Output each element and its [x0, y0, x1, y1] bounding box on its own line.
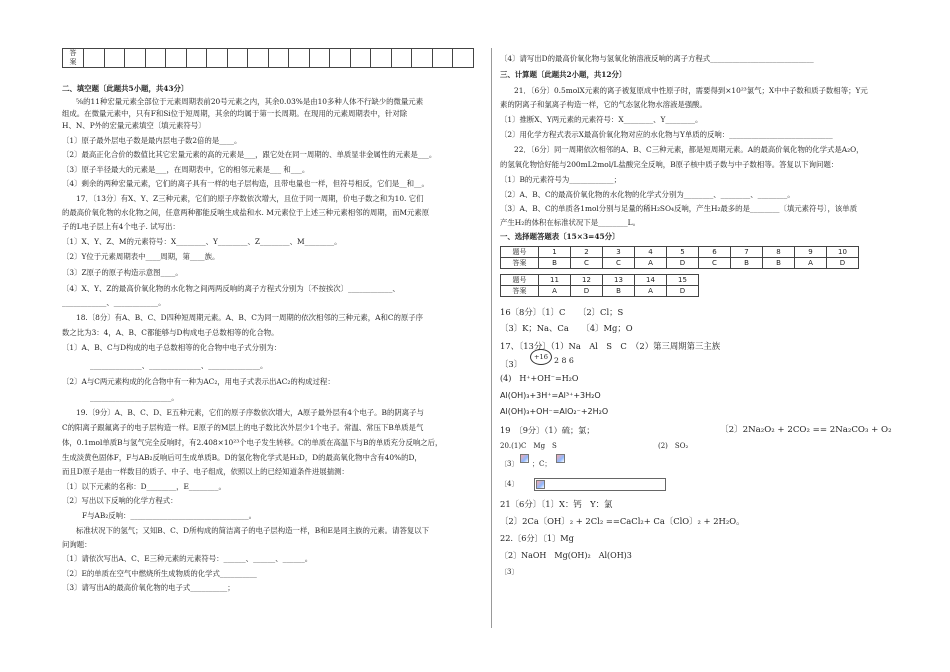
question-16-text: ⅝的11种宏量元素全部位于元素周期表前20号元素之内，其余0.03%是由10多种人体不行缺少的微量元素	[76, 97, 424, 106]
section-heading-calc: 三、计算题〔此题共2小题，共12分〕	[500, 70, 627, 79]
key-cell: D	[667, 286, 699, 297]
answer-20-4-label: 〔4〕	[500, 480, 519, 488]
answer-cell[interactable]	[145, 49, 166, 68]
question-17-text: 17．〔13分〕有X、Y、Z三种元素，它们的原子序数依次增大，且位于同一周期，价电子数之和为10. 它们	[76, 194, 424, 203]
answer-cell[interactable]	[207, 49, 228, 68]
key-cell: 13	[603, 275, 635, 286]
answer-17-eq1: Al(OH)₃+3H⁺=Al³⁺+3H₂O	[500, 391, 601, 400]
answer-16b: 〔3〕K；Na、Ca 〔4〕Mg；O	[500, 323, 633, 333]
answer-17-4: (4) H⁺+OH⁻=H₂O	[500, 374, 579, 383]
question-21-part: 〔1〕推断X、Y两元素的元素符号：X________、Y________。	[500, 115, 703, 124]
answer-19-1: 19 〔9分〕（1）硫；氯；	[500, 425, 595, 435]
question-19-part: 〔2〕写出以下反响的化学方程式：	[62, 496, 178, 505]
question-18-blanks: ______________、______________、______________。	[90, 361, 268, 370]
question-19-text: 生成淡黄色固体F，F与AB₂反响后可生成单质B。D的氢化物化学式是H₂D，D的最高氧化物中含有40%的D，	[62, 453, 422, 462]
question-17-part: 〔1〕X、Y、Z、M的元素符号：X________、Y________、Z________、M________。	[62, 237, 342, 246]
section-heading-fill-blank: 二、填空题〔此题共5小题，共43分〕	[62, 84, 189, 93]
key-cell: 题号	[501, 247, 539, 258]
key-cell: A	[635, 258, 667, 269]
question-18-text: 18.〔8分〕有A、B、C、D四种短周期元素。A、B、C为同一周期的依次相邻的三种元素，A和C的原子序	[76, 313, 424, 322]
answer-20-3-text: ；C；	[532, 460, 552, 468]
question-19-text: C的阳离子跟氟离子的电子层构造一样。E原子的M层上的电子数比次外层少1个电子。常温、常压下B单质是气	[62, 423, 424, 432]
key-cell: 答案	[501, 258, 539, 269]
question-18-part: 〔1〕A、B、C与D构成的电子总数相等的化合物中电子式分别为：	[62, 343, 282, 352]
question-17-blanks: ____________、____________。	[62, 298, 166, 307]
key-cell: A	[635, 286, 667, 297]
answer-21-1: 21〔6分〕〔1〕X：钙 Y：氯	[500, 499, 613, 509]
answer-grid-label: 答 案	[63, 49, 84, 68]
question-20-text: 标准状况下的氢气；又知B、C、D所构成的简洁离子的电子层构造一样，B和E是同主族的元素。请答复以下	[76, 526, 430, 535]
question-19-part: 〔1〕以下元素的名称：D________，E________。	[62, 482, 226, 491]
question-16-text: H、N、P外的宏量元素填空〔填元素符号〕	[62, 121, 206, 130]
key-cell: 10	[827, 247, 859, 258]
question-18-blank: ______________________。	[90, 393, 179, 402]
key-cell: D	[827, 258, 859, 269]
question-22-part: 产生H₂的体积在标准状况下是________L。	[500, 218, 640, 227]
answer-cell[interactable]	[125, 49, 146, 68]
sulfur-ion-diagram	[530, 349, 552, 365]
ion-shell-label: 2 8 6	[554, 356, 574, 365]
answer-22-3: 〔3〕	[500, 568, 519, 576]
key-cell: 7	[731, 247, 763, 258]
answer-cell[interactable]	[289, 49, 310, 68]
key-cell: C	[603, 258, 635, 269]
question-16-text: 组成。在微量元素中，只有F和Si位于短周期，其余的均属于第一长周期。在现用的元素周期表中，针对除	[62, 109, 408, 118]
question-20-part: 〔1〕请依次写出A、C、E三种元素的元素符号：______、______、______。	[62, 554, 313, 563]
key-cell: B	[539, 258, 571, 269]
answer-cell[interactable]	[104, 49, 125, 68]
key-cell: 11	[539, 275, 571, 286]
question-17-text: 的最高价氧化物的水化物之间，任意两种都能反响生成盐和水. M元素位于上述三种元素相邻的周期，而M元素原	[62, 208, 430, 217]
question-20-part: 〔3〕请写出A的最高价氧化物的电子式__________；	[62, 583, 235, 592]
key-row-answers	[501, 286, 699, 297]
question-20-text: 问询题：	[62, 540, 92, 549]
key-cell: 14	[635, 275, 667, 286]
key-cell: C	[571, 258, 603, 269]
answer-cell[interactable]	[309, 49, 330, 68]
answer-17: 17、〔13分〕（1）Na Al S C （2）第三周期第三主族	[500, 341, 721, 351]
answer-cell[interactable]	[166, 49, 187, 68]
key-cell: C	[699, 258, 731, 269]
answer-key-table-2	[500, 274, 699, 297]
answer-20-3-label: 〔3〕	[500, 460, 519, 468]
question-16-part: 〔3〕原子半径最大的元素是___，在周期表中，它的相邻元素是___ 和___。	[62, 165, 310, 174]
electron-formula-image-icon	[520, 454, 529, 463]
answer-grid	[62, 48, 474, 68]
answer-cell[interactable]	[268, 49, 289, 68]
question-19-text: 而且D原子是由一样数目的质子、中子、电子组成，依照以上的已经知道条件进展揣测：	[62, 467, 349, 476]
column-divider	[491, 48, 492, 628]
question-22-text: 的氢氧化物恰好能与200mL2mol/L盐酸完全反响，B原子核中质子数与中子数相等。答复以下询问题：	[500, 160, 839, 169]
key-cell: 题号	[501, 275, 539, 286]
key-row-numbers	[501, 275, 699, 286]
key-row-answers	[501, 258, 859, 269]
answer-cell[interactable]	[248, 49, 269, 68]
key-cell: D	[571, 286, 603, 297]
answer-cell[interactable]	[412, 49, 433, 68]
key-cell: B	[731, 258, 763, 269]
answer-21-2: 〔2〕2Ca〔OH〕₂ + 2Cl₂ ==CaCl₂+ Ca〔ClO〕₂ + 2H₂O。	[500, 516, 745, 526]
question-18-part: 〔2〕A与C两元素构成的化合物中有一种为AC₂，用电子式表示出AC₂的构成过程：	[62, 377, 335, 386]
question-19-text: 体，0.1mol单质B与氢气完全反响时，有2.408×10²³个电子发生转移。C的单质在高温下与B的单质充分反响之后，	[62, 438, 443, 447]
key-cell: D	[667, 258, 699, 269]
key-cell: 15	[667, 275, 699, 286]
key-cell: B	[763, 258, 795, 269]
formation-image-icon	[536, 480, 545, 489]
question-17-part: 〔3〕Z原子的原子构造示意图____。	[62, 268, 183, 277]
ion-core-label: +16	[534, 353, 548, 361]
key-cell: 2	[571, 247, 603, 258]
question-19-reaction: F与AB₂反响：________________________________。	[82, 511, 257, 520]
question-22-part: 〔1〕B的元素符号为____________；	[500, 175, 621, 184]
answer-22-1: 22.〔6分〕〔1〕Mg	[500, 533, 574, 543]
key-cell: 1	[539, 247, 571, 258]
answer-17-3-label: 〔3〕	[500, 359, 523, 369]
key-cell: B	[603, 286, 635, 297]
key-cell: A	[795, 258, 827, 269]
key-row-numbers	[501, 247, 859, 258]
answer-key-heading: 一、选择题答题表〔15×3=45分〕	[500, 232, 620, 241]
question-22-text: 22．〔6分〕同一周期依次相邻的A、B、C三种元素，都是短周期元素。A的最高价氧化物的化学式是A₂O，	[514, 145, 864, 154]
key-cell: 9	[795, 247, 827, 258]
formation-process-box	[534, 478, 666, 491]
question-19-text: 19.〔9分〕A、B、C、D、E五种元素，它们的原子序数依次增大，A原子最外层有4个电子。B的阴离子与	[76, 408, 424, 417]
question-16-part: 〔2〕最高正化合价的数值比其它宏量元素的高的元素是___，跟它处在同一周期的、单质显非金属性的元素是___。	[62, 150, 437, 159]
key-cell: 4	[635, 247, 667, 258]
question-18-text: 数之比为3：4，A、B、C都能够与D构成电子总数相等的化合物。	[62, 328, 279, 337]
answer-cell[interactable]	[330, 49, 351, 68]
question-21-part: 〔2〕用化学方程式表示X最高价氧化物对应的水化物与Y单质的反响：____________________________	[500, 130, 833, 139]
question-21-text: 素的阴离子和氯离子构造一样，它的气态氢化物水溶液是强酸。	[500, 100, 707, 109]
answer-22-2: 〔2〕NaOH Mg(OH)₂ Al(OH)3	[500, 551, 632, 560]
key-cell: 5	[667, 247, 699, 258]
answer-20-1: 20.(1)C Mg S	[500, 442, 557, 450]
answer-20-2: (2) SO₂	[658, 442, 689, 450]
answer-cell[interactable]	[432, 49, 453, 68]
question-17-text: 子的L电子层上有4个电子. 试写出：	[62, 222, 180, 231]
question-16-part: 〔1〕原子最外层电子数是最内层电子数2倍的是____。	[62, 136, 242, 145]
question-22-part: 〔3〕A、B、C的单质各1mol分别与足量的稀H₂SO₄反响，产生H₂最多的是________〔填元素符号〕，该单质	[500, 204, 858, 213]
answer-cell[interactable]	[391, 49, 412, 68]
question-20-part: 〔2〕E的单质在空气中燃烧所生成物质的化学式__________	[62, 569, 257, 578]
answer-cell[interactable]	[453, 49, 474, 68]
question-20-part: 〔4〕请写出D的最高价氧化物与氢氧化钠溶液反响的离子方程式____________________________	[500, 54, 814, 63]
key-cell: 答案	[501, 286, 539, 297]
key-cell: 8	[763, 247, 795, 258]
answer-cell[interactable]	[227, 49, 248, 68]
question-21-text: 21．〔6分〕0.5molX元素的离子被复原成中性原子时，需要得到×10²³氯气；X中中子数和质子数相等；Y元	[514, 86, 868, 95]
key-cell: A	[539, 286, 571, 297]
answer-cell[interactable]	[186, 49, 207, 68]
key-cell: 3	[603, 247, 635, 258]
question-16-part: 〔4〕剩余的两种宏量元素，它们的离子具有一样的电子层构造，且带电量也一样，但符号相反，它们是__和__。	[62, 179, 429, 188]
answer-17-eq2: Al(OH)₃+OH⁻=AlO₂⁻+2H₂O	[500, 407, 609, 416]
key-cell: 12	[571, 275, 603, 286]
question-22-part: 〔2〕A、B、C的最高价氧化物的水化物的化学式分别为________、________、________。	[500, 190, 795, 199]
key-cell: 6	[699, 247, 731, 258]
question-17-part: 〔2〕Y位于元素周期表中____周期，第____族。	[62, 252, 220, 261]
answer-19-2: 〔2〕2Na₂O₂ + 2CO₂ == 2Na₂CO₃ + O₂	[720, 425, 892, 435]
question-17-part: 〔4〕X、Y、Z的最高价氧化物的水化物之间两两反响的离子方程式分别为〔不按挨次〕____________、	[62, 284, 400, 293]
answer-cell[interactable]	[84, 49, 105, 68]
electron-formula-image-icon	[556, 454, 565, 463]
answer-cell[interactable]	[350, 49, 371, 68]
answer-key-table	[500, 246, 859, 269]
answer-16a: 16〔8分〕〔1〕C 〔2〕Cl；S	[500, 307, 624, 317]
answer-cell[interactable]	[371, 49, 392, 68]
